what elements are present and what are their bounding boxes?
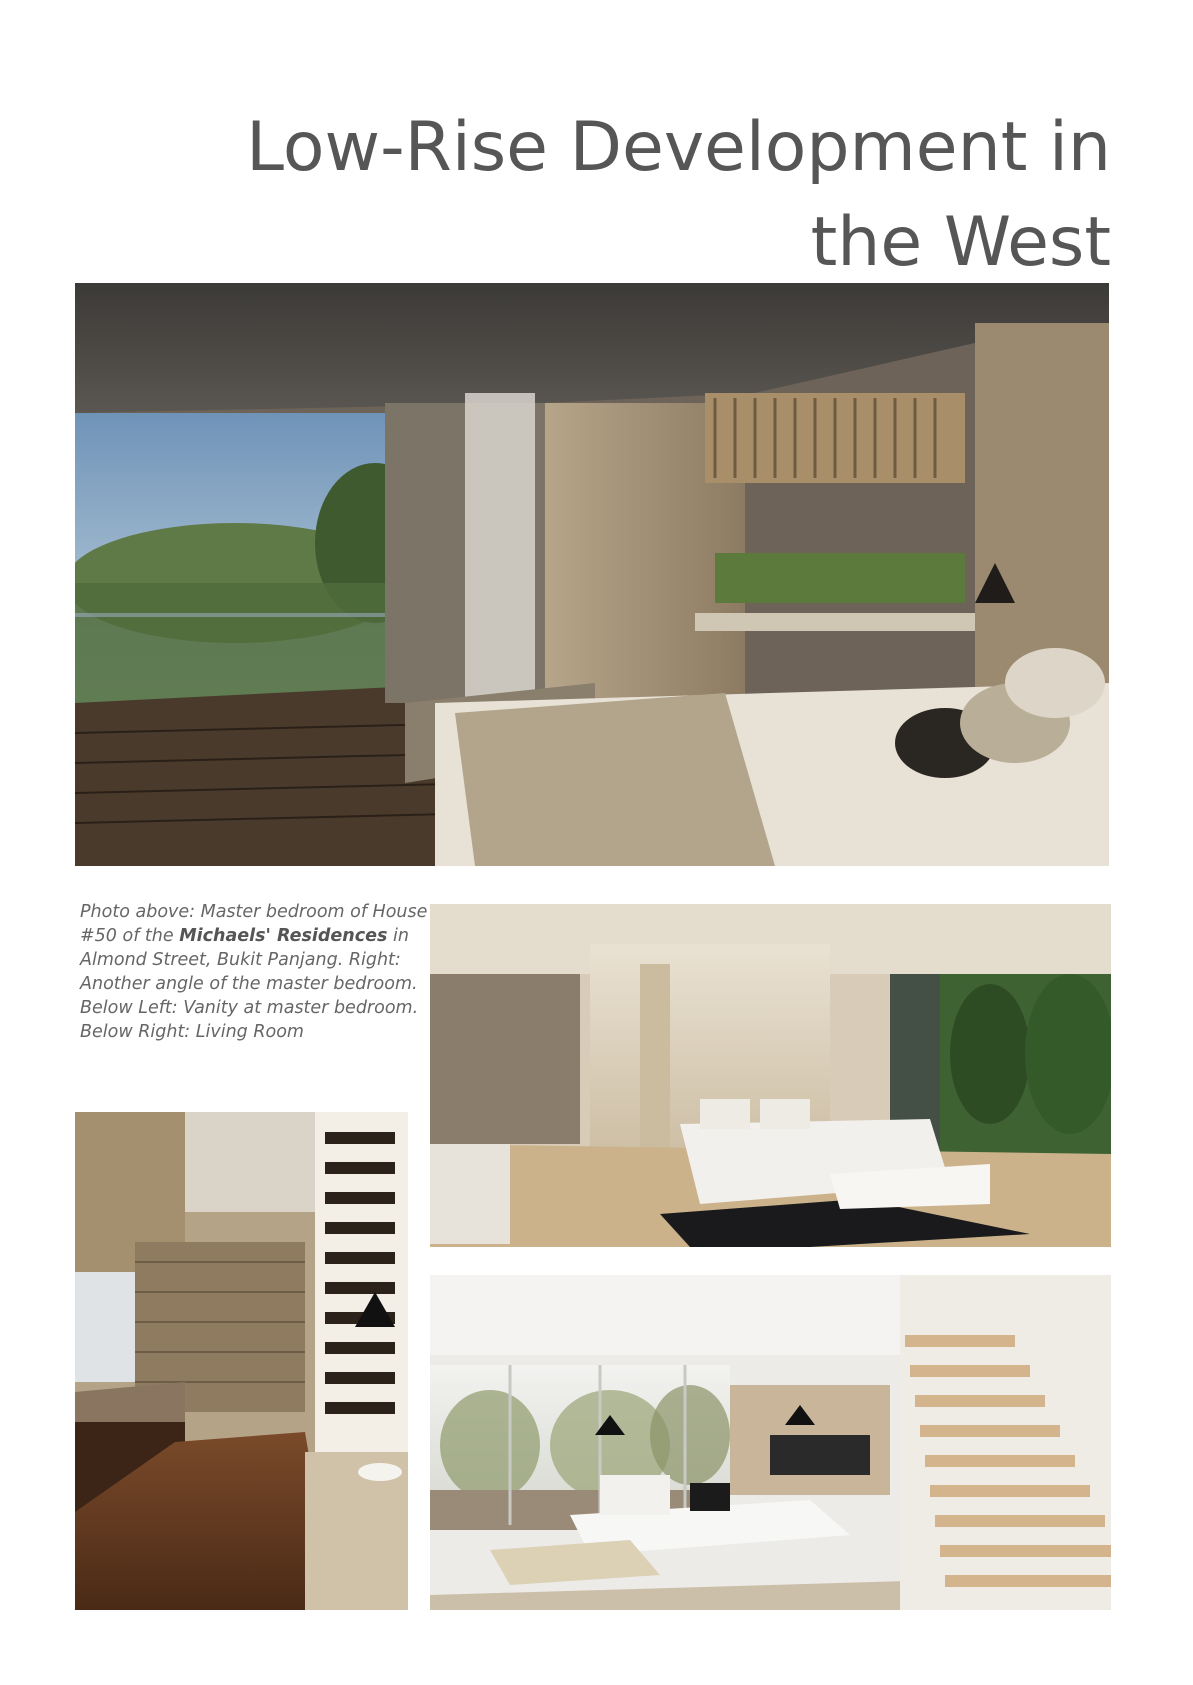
living-room-photo: [430, 1275, 1111, 1610]
caption-text-2: in Almond Street, Bukit Panjang. Right: Another angle of the master bedroom. Below Left: Vanity at master bedroom. Below Right: Living Room: [80, 926, 419, 1042]
title-line-1: Low-Rise Development in: [246, 108, 1111, 187]
title-line-2: the West: [810, 203, 1111, 282]
caption-bold: Michaels' Residences: [179, 926, 388, 946]
page-title: [211, 100, 1111, 290]
photo-caption: [80, 900, 428, 1044]
master-bedroom-photo: [75, 283, 1109, 866]
master-bedroom-angle-photo: [430, 904, 1111, 1247]
vanity-photo: [75, 1112, 408, 1610]
caption-text-1: Photo above: Master bedroom of House #50 of the: [80, 902, 428, 946]
